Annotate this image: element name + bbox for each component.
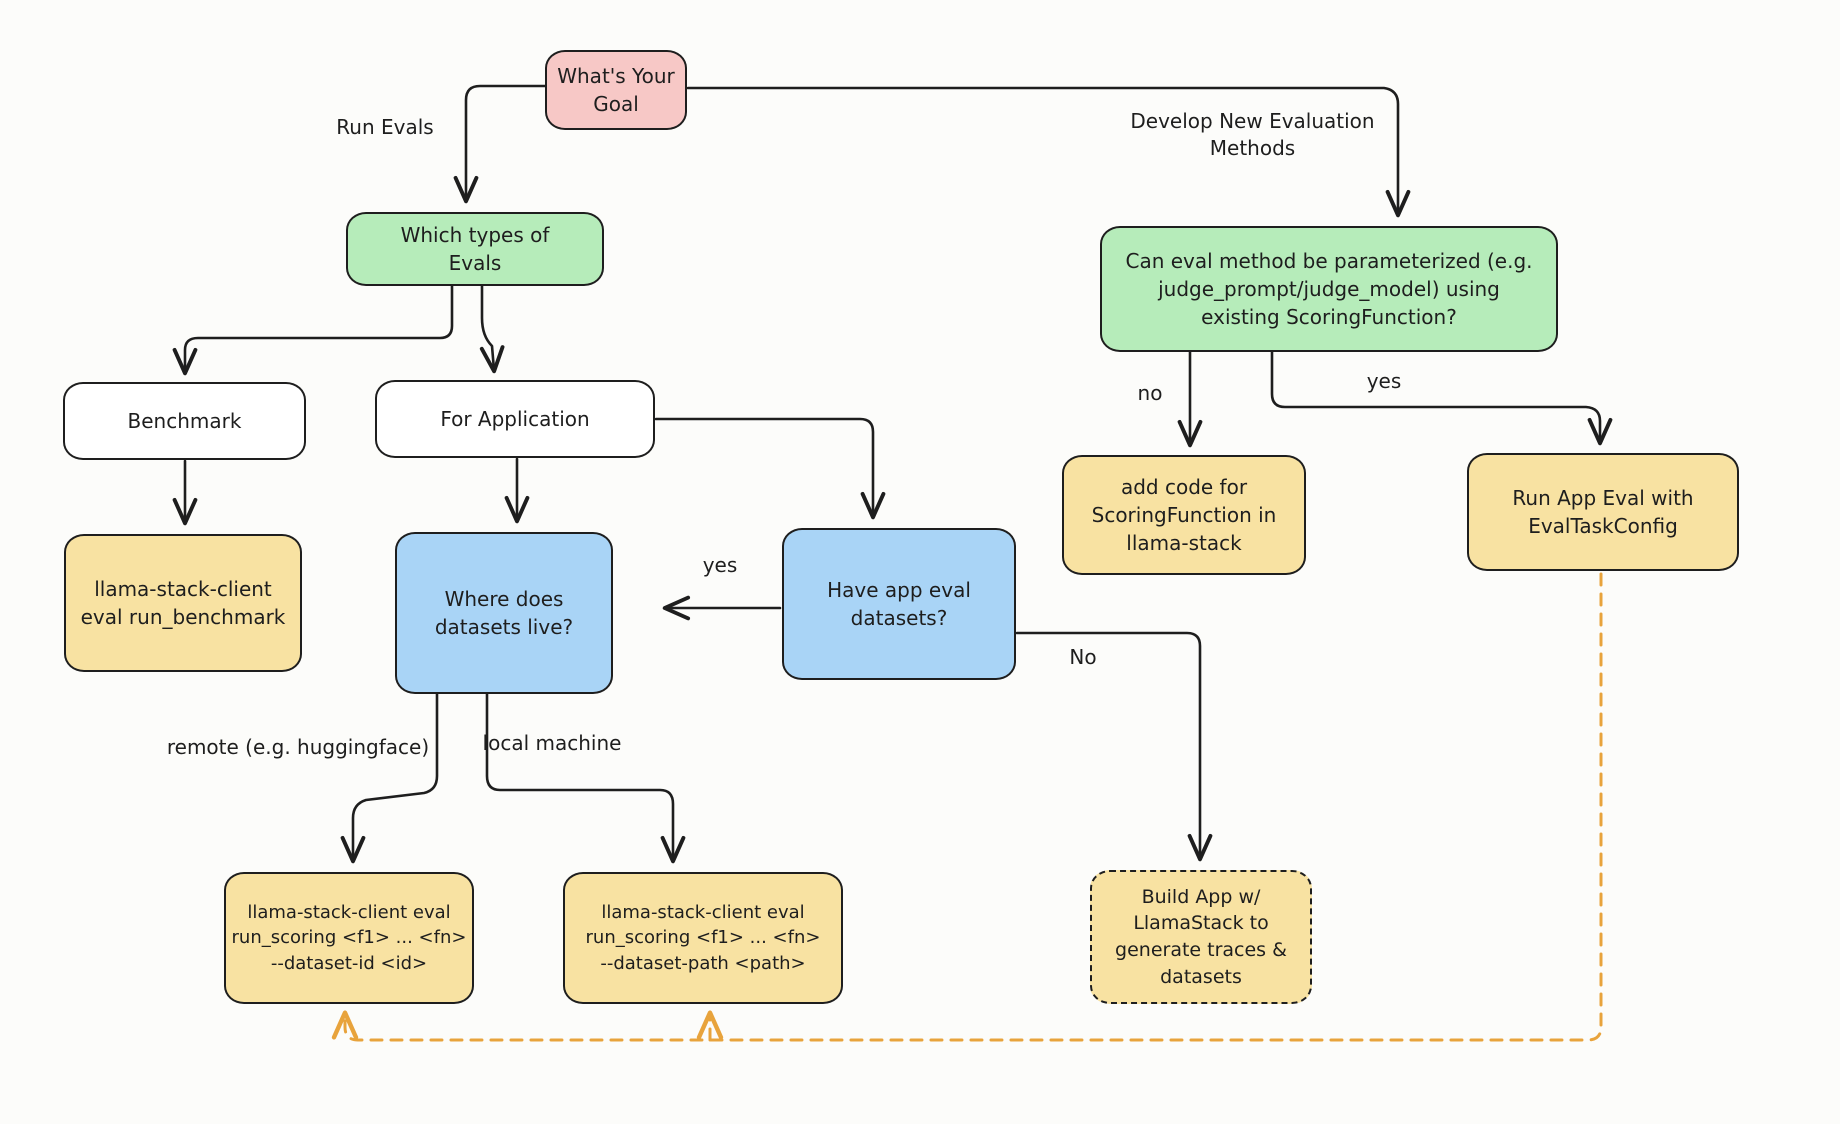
node-label-line: llama-stack-client eval [247,902,451,924]
node-label-line: eval run_benchmark [80,605,286,629]
edge-label-run-evals: Run Evals [336,115,434,139]
node-build-app-llamastack [1090,870,1312,1004]
node-param-question [1100,226,1558,352]
node-label-line: --dataset-path <path> [600,952,806,974]
node-run-scoring-dataset-path [563,872,843,1004]
node-label-line: Benchmark [127,409,242,433]
edge-where-datasets-local-to-run-scoring-path [487,694,673,860]
node-run-scoring-dataset-id [224,872,474,1004]
node-label-line: run_scoring <f1> ... <fn> [585,927,821,949]
node-where-datasets-live [395,532,613,694]
node-run-benchmark-command [64,534,302,672]
node-have-app-eval-datasets [782,528,1016,680]
node-label-line: Build App w/ [1141,885,1261,908]
node-label-line: Evals [448,251,502,275]
node-label-line: LlamaStack to [1133,912,1269,935]
node-label-line: run_scoring <f1> ... <fn> [231,927,467,949]
node-label-line: What's Your [557,64,675,88]
edge-goal-to-which-types [466,86,545,200]
edge-for-application-to-have-datasets [656,419,873,516]
node-whats-your-goal [545,50,687,130]
node-label-line: Goal [593,92,639,116]
node-label-line: judge_prompt/judge_model) using [1158,277,1500,301]
node-add-code-scoring-function [1062,455,1306,575]
node-label-line: llama-stack [1126,531,1242,555]
edge-label-yes-have-datasets: yes [702,553,738,577]
node-label-line: For Application [440,407,590,431]
node-label-line: --dataset-id <id> [270,952,428,974]
edge-which-types-to-benchmark [185,286,452,372]
edge-label-develop-new-methods [1095,108,1410,162]
node-label-line: Where does [444,587,564,611]
node-label-line: datasets? [850,606,948,630]
node-label-line: Have app eval [827,578,971,602]
node-label-line: Run App Eval with [1512,486,1694,510]
edge-label-local-machine: local machine [482,731,622,755]
edge-label-line: Methods [1209,136,1296,160]
edge-label-line: Develop New Evaluation [1130,109,1375,133]
edge-param-yes-to-run-app-eval [1272,352,1600,442]
node-label-line: llama-stack-client [94,577,272,601]
node-label-line: ScoringFunction in [1091,503,1277,527]
node-label-line: datasets [1160,965,1242,988]
edge-label-no-param: no [1137,381,1163,405]
node-label-line: Can eval method be parameterized (e.g. [1125,249,1533,273]
edge-label-yes-param: yes [1366,369,1402,393]
node-label-line: generate traces & [1115,939,1287,961]
edge-where-datasets-remote-to-run-scoring-id [353,694,437,860]
node-label-line: datasets live? [434,615,574,639]
edge-label-remote-huggingface: remote (e.g. huggingface) [166,735,430,759]
node-label-line: existing ScoringFunction? [1201,305,1457,329]
node-label-line: EvalTaskConfig [1528,514,1678,538]
node-benchmark [63,382,306,460]
node-which-types-of-evals [346,212,604,286]
edge-which-types-to-for-application [482,286,494,370]
node-label-line: llama-stack-client eval [601,902,805,924]
node-label-line: add code for [1120,475,1248,499]
edge-label-no-have-datasets: No [1069,645,1097,669]
node-label-line: Which types of [400,223,550,247]
node-run-app-eval [1467,453,1739,571]
edge-have-datasets-no-to-build-app [1017,633,1200,858]
node-for-application [375,380,655,458]
